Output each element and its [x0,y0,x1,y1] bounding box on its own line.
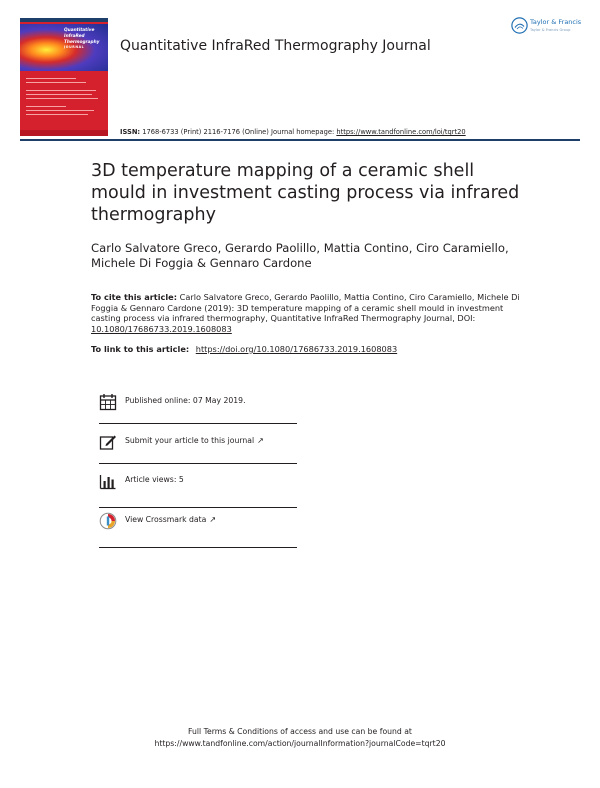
publisher-subtitle: Taylor & Francis Group [530,28,571,32]
footer-terms-text: Full Terms & Conditions of access and use can be found at [188,727,412,736]
cover-footer-bar [20,130,108,136]
calendar-icon [99,393,117,411]
crossmark-icon [99,512,117,530]
publisher-name: Taylor & Francis [530,18,582,26]
citation-doi-link[interactable]: 10.1080/17686733.2019.1608083 [91,323,232,334]
article-authors: Carlo Salvatore Greco, Gerardo Paolillo, Mattia Contino, Ciro Caramiello, Michele Di Foggia & Gennaro Cardone [91,241,509,270]
external-link-icon: ↗ [257,436,264,445]
cover-text-line [26,110,94,111]
issn-line [120,128,466,136]
citation-text: Carlo Salvatore Greco, Gerardo Paolillo, Mattia Contino, Ciro Caramiello, Michele Di Foggia & Gennaro Cardone (2019): 3D temperature mapping of a ceramic shell mould in investment casting process via infrared thermography, Quantitative InfraRed Thermography Journal, DOI: [91,292,520,324]
journal-cover [20,18,108,136]
crossmark-link[interactable]: View Crossmark data ↗ [125,515,217,524]
cover-text-line [26,98,98,99]
footer-terms-link[interactable]: https://www.tandfonline.com/action/journalInformation?journalCode=tqrt20 [154,739,446,748]
article-link-line [91,344,397,354]
info-divider [99,423,297,424]
article-doi-url[interactable]: https://doi.org/10.1080/17686733.2019.1608083 [195,344,398,354]
info-divider [99,463,297,464]
issn-text: 1768-6733 (Print) 2116-7176 (Online) Journal homepage: [142,128,335,136]
edit-icon [99,433,117,451]
cover-text-line [26,106,66,107]
publisher-logo [511,16,585,36]
published-online-row [99,389,297,419]
journal-title: Quantitative InfraRed Thermography Journal [120,38,431,54]
header-divider [20,139,580,141]
issn-label: ISSN: [120,128,141,136]
article-link-label: To link to this article: [91,344,190,354]
article-title: 3D temperature mapping of a ceramic shell mould in investment casting process via infrared thermography [91,161,520,225]
info-divider [99,547,297,548]
cover-title: Quantitative InfraRed Thermography JOURNAL [64,28,100,50]
article-views-text: Article views: 5 [125,475,184,484]
crossmark-row[interactable] [99,508,297,538]
cover-text-line [26,114,88,115]
journal-homepage-link[interactable]: https://www.tandfonline.com/loi/tqrt20 [336,128,466,136]
citation-label: To cite this article: [91,292,177,302]
cover-text-line [26,78,76,79]
article-views-row [99,468,297,498]
bar-chart-icon [99,472,117,490]
published-online-text: Published online: 07 May 2019. [125,396,246,405]
cover-text-line [26,82,86,83]
submit-article-row[interactable] [99,429,297,459]
external-link-icon: ↗ [209,515,217,524]
cover-text-line [26,90,96,91]
cover-header-bar [20,18,108,22]
submit-article-link[interactable]: Submit your article to this journal ↗ [125,436,264,445]
publisher-logo-icon [511,17,528,34]
citation-block [91,292,521,334]
cover-text-line [26,94,92,95]
